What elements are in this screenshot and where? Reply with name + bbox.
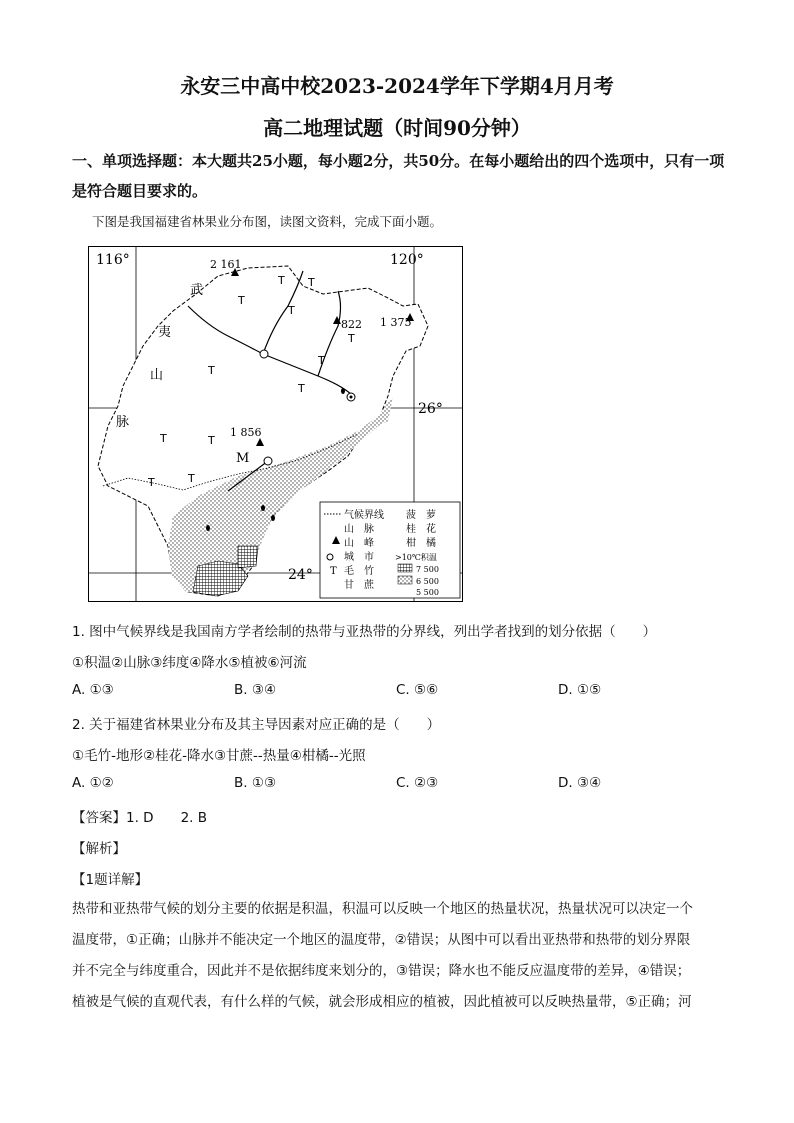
svg-text:T: T xyxy=(318,354,325,367)
legend-peak: 山 峰 xyxy=(344,538,374,549)
legend-osmanthus: 桂 花 xyxy=(406,524,436,535)
lat-26-label: 26° xyxy=(418,401,443,417)
peak-label-822: 822 xyxy=(341,318,362,331)
analysis-line: 植被是气候的直观代表，有什么样的气候，就会形成相应的植被，因此植被可以反映热量带，⑤正确；河 xyxy=(72,994,692,1010)
q2-items: ①毛竹-地形②桂花-降水③甘蔗--热量④柑橘--光照 xyxy=(72,748,366,764)
peak-label-1375: 1 375 xyxy=(380,316,412,329)
legend-climate-line: 气候界线 xyxy=(344,510,384,521)
q2-stem: 2. 关于福建省林果业分布及其主导因素对应正确的是（ ） xyxy=(72,717,441,733)
legend-city: 城 市 xyxy=(344,552,374,563)
svg-text:T: T xyxy=(238,294,245,307)
legend-pineapple: 菠 萝 xyxy=(406,510,436,521)
lat-24-label: 24° xyxy=(288,567,313,583)
q2-option-c[interactable]: C. ②③ xyxy=(396,775,439,791)
q2-option-b[interactable]: B. ①③ xyxy=(234,775,277,791)
legend-box xyxy=(320,502,460,598)
legend-sugarcane: 甘 蔗 xyxy=(344,580,374,591)
q1-option-c[interactable]: C. ⑤⑥ xyxy=(396,682,439,698)
svg-text:T: T xyxy=(148,476,155,489)
point-m-label: M xyxy=(236,451,250,466)
range-char-2: 夷 xyxy=(158,325,172,340)
lon-116-label: 116° xyxy=(96,252,130,268)
analysis-body xyxy=(72,894,722,1018)
svg-text:T: T xyxy=(208,434,215,447)
range-char-3: 山 xyxy=(150,368,164,383)
analysis-line: 并不完全与纬度重合，因此并不是依据纬度来划分的，③错误；降水也不能反应温度带的差异，④错误； xyxy=(72,963,691,979)
q1-option-a[interactable]: A. ①③ xyxy=(72,682,114,698)
analysis-tag: 【解析】 xyxy=(72,841,126,857)
lon-120-label: 120° xyxy=(390,252,424,268)
exam-subtitle: 高二地理试题（时间90分钟） xyxy=(263,116,531,140)
svg-text:T: T xyxy=(308,276,315,289)
legend-6500: 6 500 xyxy=(416,577,439,586)
answer-tag: 【答案】 xyxy=(72,810,126,826)
exam-title: 永安三中高中校2023-2024学年下学期4月月考 xyxy=(180,74,614,98)
svg-text:T: T xyxy=(298,382,305,395)
svg-text:T: T xyxy=(348,332,355,345)
q1-stem: 1. 图中气候界线是我国南方学者绘制的热带与亚热带的分界线，列出学者找到的划分依据（ ） xyxy=(72,624,657,640)
legend-citrus: 柑 橘 xyxy=(406,538,436,549)
q1-option-b[interactable]: B. ③④ xyxy=(234,682,277,698)
svg-text:T: T xyxy=(278,274,285,287)
fujian-forestry-map xyxy=(88,246,463,602)
q1-items: ①积温②山脉③纬度④降水⑤植被⑥河流 xyxy=(72,655,307,671)
answer-row xyxy=(72,806,207,826)
peak-label-2161: 2 161 xyxy=(210,258,242,271)
legend-5500: 5 500 xyxy=(416,588,439,597)
legend-bamboo: 毛 竹 xyxy=(344,566,374,577)
legend-accum: >10℃积温 xyxy=(395,553,437,562)
analysis-sub-1: 【1题详解】 xyxy=(72,872,149,888)
q1-option-d[interactable]: D. ①⑤ xyxy=(558,682,602,698)
svg-text:T: T xyxy=(330,566,337,577)
legend-mountain: 山 脉 xyxy=(344,524,374,535)
svg-text:T: T xyxy=(188,472,195,485)
section-heading: 一、单项选择题：本大题共25小题，每小题2分，共50分。在每小题给出的四个选项中，只有一项是符合题目要求的。 xyxy=(72,152,725,200)
analysis-line: 热带和亚热带气候的划分主要的依据是积温，积温可以反映一个地区的热量状况，热量状况可以决定一个 xyxy=(72,901,693,917)
svg-text:T: T xyxy=(288,304,295,317)
peak-label-1856: 1 856 xyxy=(230,426,262,439)
range-char-1: 武 xyxy=(190,283,204,298)
svg-text:T: T xyxy=(160,432,167,445)
range-char-4: 脉 xyxy=(116,415,130,430)
question-intro: 下图是我国福建省林果业分布图，读图文资料，完成下面小题。 xyxy=(92,214,443,229)
q2-option-a[interactable]: A. ①② xyxy=(72,775,114,791)
q2-option-d[interactable]: D. ③④ xyxy=(558,775,602,791)
svg-text:T: T xyxy=(208,364,215,377)
analysis-line: 温度带，①正确；山脉并不能决定一个地区的温度带，②错误；从图中可以看出亚热带和热带的划分界限 xyxy=(72,932,691,948)
answer-text: 1. D 2. B xyxy=(126,810,207,826)
legend-7500: 7 500 xyxy=(416,565,439,574)
